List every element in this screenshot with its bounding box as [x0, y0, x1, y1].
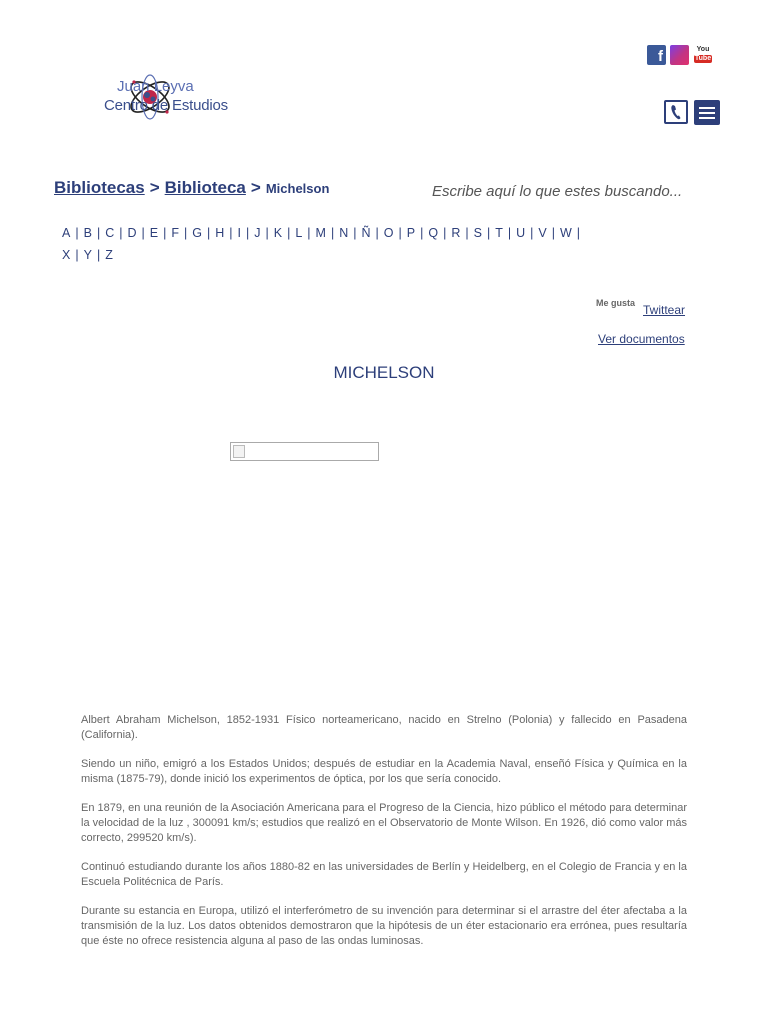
youtube-icon-text-top: You — [696, 46, 710, 53]
alphabet-separator: | — [287, 226, 291, 240]
alphabet-letter[interactable]: V — [538, 226, 547, 240]
phone-icon — [666, 102, 686, 122]
hamburger-icon — [699, 107, 715, 109]
alphabet-letter[interactable]: R — [451, 226, 461, 240]
alphabet-letter[interactable]: M — [315, 226, 326, 240]
youtube-icon-text-bottom: Tube — [694, 55, 712, 62]
article-paragraph: Continuó estudiando durante los años 1880-82 en las universidades de Berlín y Heidelberg, en el Colegio de Francia y en la Escuela Politécnica de París. — [81, 861, 687, 888]
article-body — [81, 713, 687, 963]
alphabet-letter[interactable]: Y — [83, 248, 92, 262]
article-paragraph: En 1879, en una reunión de la Asociación Americana para el Progreso de la Ciencia, hizo público el método para determinar la velocidad de la luz , 300091 km/s; estudios que realizó en el Observatorio de Monte Wilson. En 1926, dió como valor más correcto, 299520 km/s). — [81, 802, 687, 844]
alphabet-letter[interactable]: O — [383, 226, 394, 240]
breadcrumb-separator: > — [149, 178, 160, 197]
logo-subtitle[interactable]: Centro de Estudios — [104, 97, 228, 114]
alphabet-letter[interactable]: K — [273, 226, 283, 240]
alphabet-letter[interactable]: W — [559, 226, 572, 240]
alphabet-separator: | — [163, 226, 167, 240]
page-title: MICHELSON — [333, 363, 435, 382]
alphabet-letter[interactable]: X — [62, 248, 71, 262]
facebook-icon[interactable]: f — [647, 45, 666, 65]
alphabet-separator: | — [551, 226, 555, 240]
alphabet-separator: | — [229, 226, 233, 240]
breadcrumb-separator: > — [250, 178, 261, 197]
alphabet-separator: | — [330, 226, 335, 240]
breadcrumb — [54, 178, 329, 198]
breadcrumb-biblioteca[interactable]: Biblioteca — [164, 178, 246, 197]
alphabet-separator: | — [420, 226, 424, 240]
alphabet-separator: | — [141, 226, 145, 240]
alphabet-letter[interactable]: G — [192, 226, 202, 240]
alphabet-separator: | — [96, 226, 101, 240]
alphabet-separator: | — [96, 248, 101, 262]
article-paragraph: Albert Abraham Michelson, 1852-1931 Físico norteamericano, nacido en Strelno (Polonia) y fallecido en Pasadena (California). — [81, 714, 687, 741]
alphabet-separator: | — [507, 226, 512, 240]
social-links — [647, 45, 713, 65]
article-paragraph: Durante su estancia en Europa, utilizó el interferómetro de su invención para determinar si el arrastre del éter afectaba a la transmisión de la luz. Los datos obtenidos demostraron que la hipótesis de un éter estacionario era errónea, pues resultaría que éste no ofrece resistencia alguna al paso de las ondas luminosas. — [81, 905, 687, 947]
alphabet-letter[interactable]: H — [215, 226, 225, 240]
alphabet-letter[interactable]: E — [149, 226, 159, 240]
alphabet-separator: | — [465, 226, 469, 240]
alphabet-letter[interactable]: J — [254, 226, 261, 240]
breadcrumb-current: Michelson — [265, 181, 330, 196]
instagram-icon[interactable] — [670, 45, 689, 65]
alphabet-index — [62, 222, 722, 266]
alphabet-separator: | — [486, 226, 491, 240]
breadcrumb-bibliotecas[interactable]: Bibliotecas — [54, 178, 145, 197]
alphabet-letter[interactable]: C — [105, 226, 115, 240]
article-paragraph: Siendo un niño, emigró a los Estados Unidos; después de estudiar en la Academia Naval, enseñó Física y Química en la misma (1875-79), donde inició los experimentos de óptica, por los que sería conocido. — [81, 758, 687, 785]
alphabet-separator: | — [307, 226, 311, 240]
phone-button[interactable] — [664, 100, 688, 124]
alphabet-separator: | — [206, 226, 211, 240]
alphabet-letter[interactable]: P — [406, 226, 416, 240]
menu-button[interactable] — [694, 100, 720, 125]
alphabet-letter[interactable]: L — [295, 226, 303, 240]
alphabet-letter[interactable]: D — [127, 226, 137, 240]
hamburger-bar — [699, 112, 715, 114]
alphabet-letter[interactable]: U — [516, 226, 526, 240]
alphabet-letter[interactable]: Z — [105, 248, 113, 262]
alphabet-separator: | — [119, 226, 123, 240]
view-documents-link[interactable]: Ver documentos — [598, 332, 685, 346]
alphabet-letter[interactable]: N — [339, 226, 349, 240]
alphabet-separator: | — [530, 226, 534, 240]
tweet-link[interactable]: Twittear — [643, 303, 686, 317]
hamburger-bar — [699, 117, 715, 119]
article-image — [230, 442, 379, 461]
like-button[interactable]: Me gusta — [596, 298, 636, 308]
alphabet-separator: | — [353, 226, 357, 240]
alphabet-letter[interactable]: B — [83, 226, 92, 240]
alphabet-letter[interactable]: S — [473, 226, 482, 240]
alphabet-separator: | — [265, 226, 269, 240]
alphabet-separator: | — [183, 226, 188, 240]
alphabet-letter[interactable]: Q — [428, 226, 439, 240]
alphabet-separator: | — [75, 226, 79, 240]
alphabet-separator: | — [245, 226, 250, 240]
alphabet-separator: | — [75, 248, 79, 262]
alphabet-letter[interactable]: A — [62, 226, 71, 240]
alphabet-letter[interactable]: I — [237, 226, 241, 240]
broken-image-icon — [233, 445, 245, 458]
alphabet-separator: | — [576, 226, 581, 240]
alphabet-letter[interactable]: T — [495, 226, 503, 240]
alphabet-letter[interactable]: F — [171, 226, 179, 240]
logo-name[interactable]: Juan Leyva — [117, 78, 194, 95]
alphabet-separator: | — [443, 226, 447, 240]
search-input[interactable]: Escribe aquí lo que estes buscando... — [432, 183, 683, 200]
alphabet-separator: | — [375, 226, 379, 240]
youtube-icon[interactable] — [693, 45, 713, 65]
alphabet-letter[interactable]: Ñ — [361, 226, 371, 240]
alphabet-separator: | — [398, 226, 402, 240]
